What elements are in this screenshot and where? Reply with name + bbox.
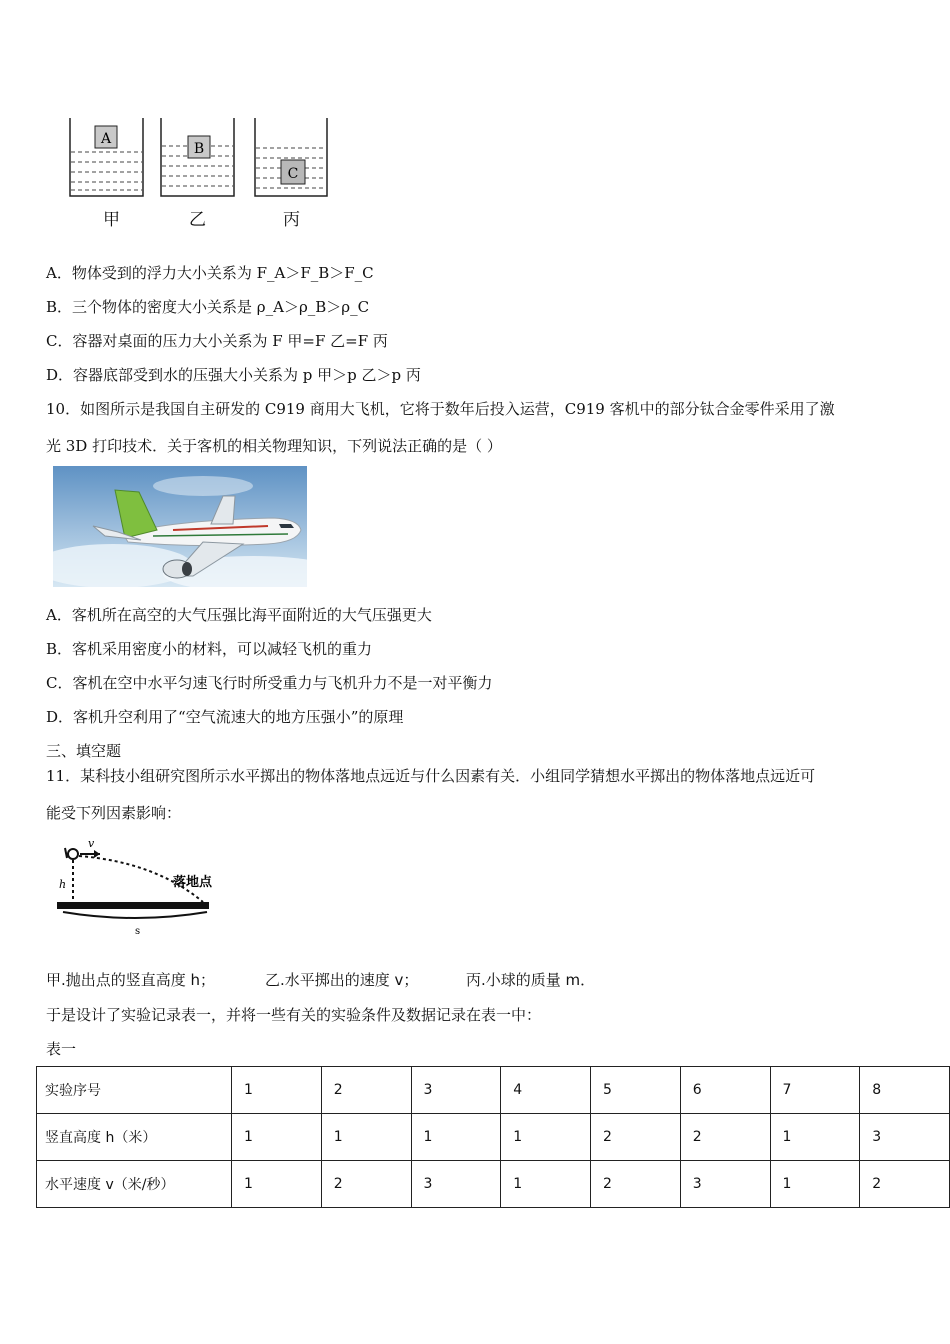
table-cell: 3: [860, 1114, 950, 1161]
row-header: 实验序号: [37, 1067, 232, 1114]
table-intro: 于是设计了实验记录表一，并将一些有关的实验条件及数据记录在表一中：: [46, 1006, 542, 1024]
table-cell: 8: [860, 1067, 950, 1114]
table-cell: 1: [501, 1161, 591, 1208]
table-cell: 1: [232, 1161, 322, 1208]
table-title: 表一: [46, 1040, 77, 1058]
container-yi: [161, 118, 234, 196]
q11-stem-line2: 能受下列因素影响：: [46, 804, 182, 822]
section-heading: 三、填空题: [46, 742, 122, 760]
q9-option-b: B．三个物体的密度大小关系是 ρ_A＞ρ_B＞ρ_C: [46, 298, 370, 316]
distance-label: s: [135, 926, 141, 937]
table-cell: 2: [591, 1114, 681, 1161]
table-cell: 2: [680, 1114, 770, 1161]
row-header: 竖直高度 h（米）: [37, 1114, 232, 1161]
table-cell: 1: [232, 1067, 322, 1114]
caption-bing: 丙: [283, 210, 300, 230]
table-cell: 2: [860, 1161, 950, 1208]
table-cell: 4: [501, 1067, 591, 1114]
table-cell: 1: [411, 1114, 501, 1161]
q10-option-b: B．客机采用密度小的材料，可以减轻飞机的重力: [46, 640, 373, 658]
projectile-figure: [55, 836, 235, 941]
caption-jia: 甲: [103, 210, 120, 230]
airplane-photo: [53, 466, 307, 587]
table-cell: 1: [501, 1114, 591, 1161]
height-label: h: [59, 878, 67, 891]
ball: [68, 849, 78, 859]
block-b-label: B: [193, 141, 205, 157]
table-cell: 3: [411, 1161, 501, 1208]
q9-option-d: D．容器底部受到水的压强大小关系为 p 甲＞p 乙＞p 丙: [46, 366, 421, 384]
factor-mass: 丙.小球的质量 m．: [466, 971, 596, 989]
q9-option-c: C．容器对桌面的压力大小关系为 F 甲=F 乙=F 丙: [46, 332, 388, 350]
table-cell: 7: [770, 1067, 860, 1114]
ground: [57, 902, 209, 909]
table-cell: 1: [321, 1114, 411, 1161]
landing-point-label: 落地点: [173, 875, 213, 890]
table-cell: 2: [321, 1161, 411, 1208]
data-table: [36, 1066, 950, 1208]
q10-stem-line2: 光 3D 打印技术．关于客机的相关物理知识，下列说法正确的是（ ）: [46, 437, 502, 455]
table-cell: 3: [411, 1067, 501, 1114]
table-cell: 2: [591, 1161, 681, 1208]
factor-speed: 乙.水平掷出的速度 v；: [265, 971, 419, 989]
container-bing: [255, 118, 327, 196]
factor-height: 甲.抛出点的竖直高度 h；: [46, 971, 216, 989]
table-cell: 1: [770, 1161, 860, 1208]
row-header: 水平速度 v（米/秒）: [37, 1161, 232, 1208]
table-cell: 1: [770, 1114, 860, 1161]
table-row: [37, 1161, 950, 1208]
q11-stem-line1: 11．某科技小组研究图所示水平掷出的物体落地点远近与什么因素有关．小组同学猜想水平掷出的物体落地点远近可: [46, 767, 816, 785]
q10-stem-line1: 10．如图所示是我国自主研发的 C919 商用大飞机，它将于数年后投入运营，C919 客机中的部分钛合金零件采用了激: [46, 400, 835, 418]
table-row: [37, 1067, 950, 1114]
q10-option-c: C．客机在空中水平匀速飞行时所受重力与飞机升力不是一对平衡力: [46, 674, 493, 692]
q10-option-a: A．客机所在高空的大气压强比海平面附近的大气压强更大: [46, 606, 432, 624]
caption-yi: 乙: [189, 210, 206, 230]
q9-option-a: A．物体受到的浮力大小关系为 F_A＞F_B＞F_C: [46, 264, 374, 282]
block-a-label: A: [100, 131, 112, 147]
velocity-label: v: [88, 837, 95, 850]
table-cell: 5: [591, 1067, 681, 1114]
table-cell: 1: [232, 1114, 322, 1161]
container-jia: [70, 118, 143, 196]
table-cell: 3: [680, 1161, 770, 1208]
block-c-label: C: [287, 166, 299, 182]
q10-option-d: D．客机升空利用了“空气流速大的地方压强小”的原理: [46, 708, 404, 726]
table-row: [37, 1114, 950, 1161]
table-cell: 2: [321, 1067, 411, 1114]
table-cell: 6: [680, 1067, 770, 1114]
